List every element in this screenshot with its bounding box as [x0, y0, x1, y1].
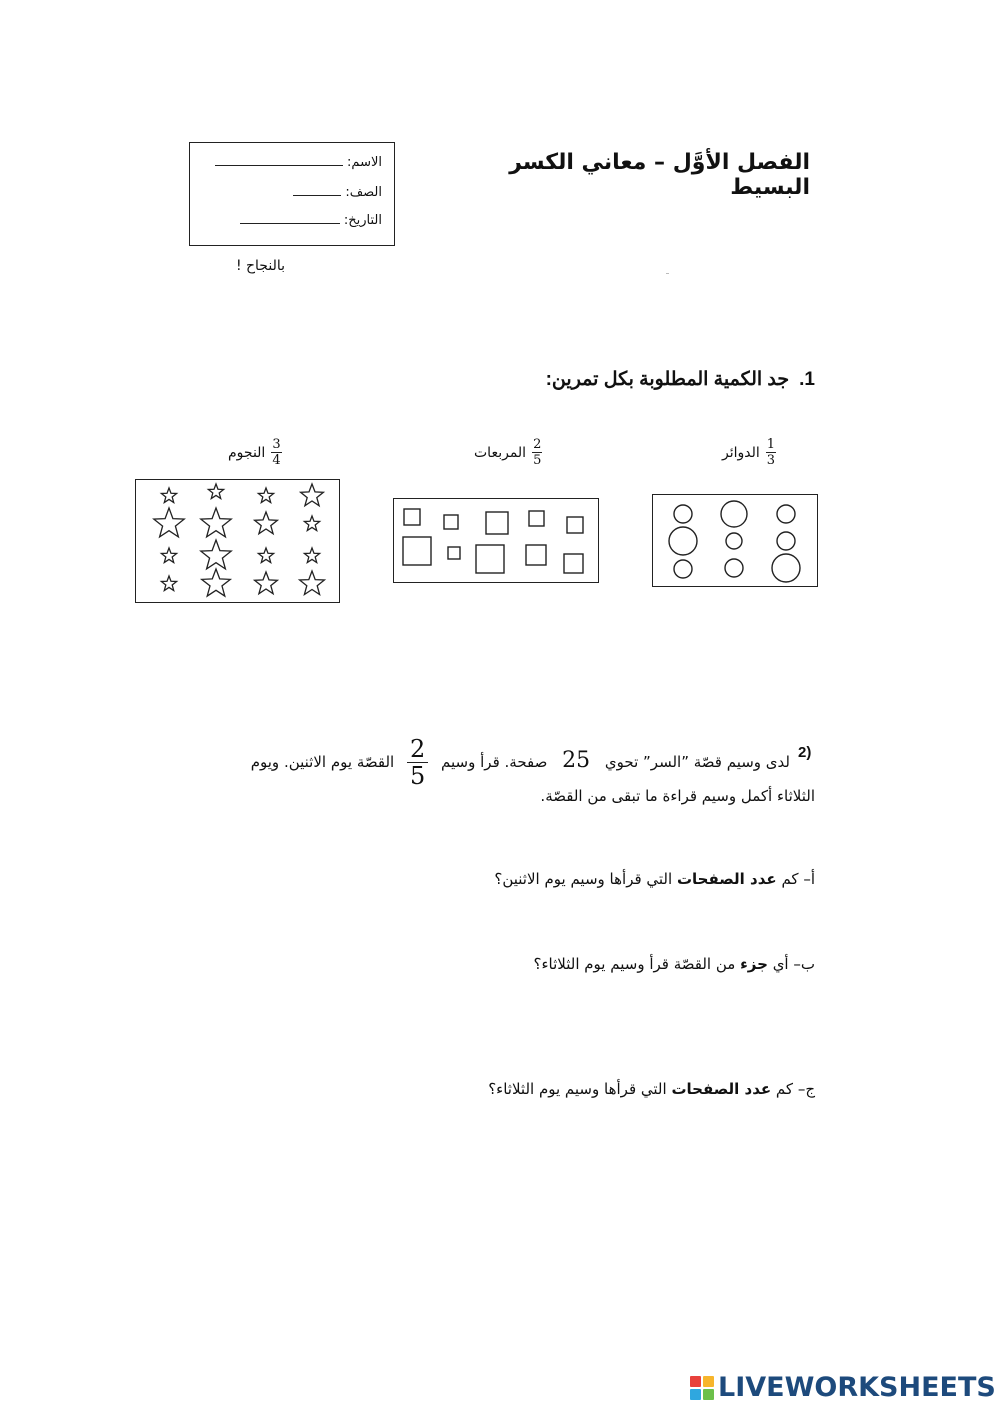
question-1-text: جد الكمية المطلوبة بكل تمرين: [545, 369, 790, 390]
sub-c-suffix: التي قرأها وسيم يوم الثلاثاء؟ [488, 1080, 667, 1098]
page-title: الفصل الأوَّل – معاني الكسر البسيط [509, 150, 810, 200]
star-shape [161, 576, 176, 591]
circles-denominator: 3 [766, 453, 776, 468]
circles-label [722, 437, 776, 468]
star-shape [208, 484, 223, 499]
name-label: الاسم: [347, 155, 382, 170]
class-field [293, 185, 382, 200]
squares-denominator: 5 [533, 453, 542, 468]
q2-pages-number: 25 [562, 748, 591, 773]
circle-shape [725, 559, 743, 577]
stars-box [135, 479, 340, 603]
circle-shape [669, 527, 697, 555]
square-shape [486, 512, 508, 534]
circles-box [652, 494, 818, 587]
logo-square-green [703, 1389, 714, 1400]
circles-fraction [766, 437, 776, 468]
question-2-line-2: الثلاثاء أكمل وسيم قراءة ما تبقى من القصّة. [540, 787, 815, 805]
star-shape [255, 572, 278, 594]
class-line[interactable] [293, 195, 341, 196]
date-label: التاريخ: [343, 213, 382, 228]
q2-fraction-denominator: 5 [409, 762, 426, 790]
squares-svg [394, 499, 600, 584]
square-shape [564, 554, 583, 573]
question-1-number: 1. [799, 369, 815, 390]
sub-a-suffix: التي قرأها وسيم يوم الاثنين؟ [494, 870, 673, 888]
circle-shape [777, 505, 795, 523]
sub-b-suffix: من القصّة قرأ وسيم يوم الثلاثاء؟ [533, 955, 736, 973]
square-shape [476, 545, 504, 573]
stars-label [228, 437, 282, 468]
circles-svg [653, 495, 819, 588]
class-label: الصف: [345, 185, 382, 200]
circles-word: الدوائر [722, 444, 760, 461]
logo-square-red [690, 1376, 701, 1387]
logo-text: LIVEWORKSHEETS [718, 1372, 996, 1403]
sub-a-prefix: أ– كم [781, 870, 815, 888]
square-shape [526, 545, 546, 565]
circle-shape [674, 505, 692, 523]
squares-label [474, 437, 542, 468]
circle-shape [772, 554, 800, 582]
logo-icon [690, 1376, 714, 1400]
liveworksheets-logo [690, 1372, 996, 1403]
name-line[interactable] [215, 165, 343, 166]
star-shape [301, 484, 324, 506]
star-shape [258, 548, 273, 563]
squares-fraction [532, 437, 542, 468]
square-shape [529, 511, 544, 526]
star-shape [161, 548, 176, 563]
sub-question-c [415, 1080, 815, 1098]
stars-svg [136, 480, 341, 604]
logo-square-blue [690, 1389, 701, 1400]
circle-shape [777, 532, 795, 550]
date-line[interactable] [240, 223, 340, 224]
squares-numerator: 2 [533, 437, 542, 452]
stars-fraction [271, 437, 281, 468]
square-shape [403, 537, 431, 565]
star-shape [202, 569, 231, 596]
q2-part3: القصّة يوم الاثنين. ويوم [250, 753, 395, 771]
q2-fraction-numerator: 2 [407, 736, 428, 763]
question-2-number: 2) [798, 744, 812, 761]
circle-shape [674, 560, 692, 578]
sub-b-prefix: ب– أي [772, 955, 815, 973]
square-shape [567, 517, 583, 533]
sub-c-bold: عدد الصفحات [671, 1080, 772, 1098]
star-shape [255, 512, 278, 534]
sub-question-b [415, 955, 815, 973]
circle-shape [721, 501, 747, 527]
star-shape [201, 508, 231, 537]
q2-fraction [407, 736, 428, 789]
square-shape [448, 547, 460, 559]
stars-denominator: 4 [272, 453, 281, 468]
squares-word: المربعات [474, 444, 527, 461]
square-shape [444, 515, 458, 529]
star-shape [304, 516, 319, 531]
squares-box [393, 498, 599, 583]
star-shape [258, 488, 273, 503]
circle-shape [726, 533, 742, 549]
logo-square-yellow [703, 1376, 714, 1387]
name-field [215, 155, 382, 170]
sub-question-a [415, 870, 815, 888]
q2-part1: لدى وسيم قصّة ”السر” تحوي [604, 753, 790, 771]
question-1 [400, 368, 815, 391]
star-shape [201, 540, 231, 569]
student-info-box [189, 142, 395, 246]
star-shape [154, 508, 184, 537]
square-shape [404, 509, 420, 525]
circles-numerator: 1 [766, 437, 776, 452]
good-luck-note: بالنجاح ! [235, 258, 285, 274]
date-field [240, 213, 382, 228]
sub-b-bold: جزء [740, 955, 768, 973]
sub-c-prefix: ج– كم [775, 1080, 815, 1098]
star-shape [300, 571, 325, 595]
question-2-line-1 [225, 736, 790, 789]
star-shape [161, 488, 176, 503]
stars-numerator: 3 [272, 437, 281, 452]
stars-word: النجوم [228, 444, 266, 461]
q2-part2: صفحة. قرأ وسيم [441, 753, 548, 771]
stray-mark [666, 273, 669, 274]
star-shape [304, 548, 319, 563]
sub-a-bold: عدد الصفحات [676, 870, 777, 888]
